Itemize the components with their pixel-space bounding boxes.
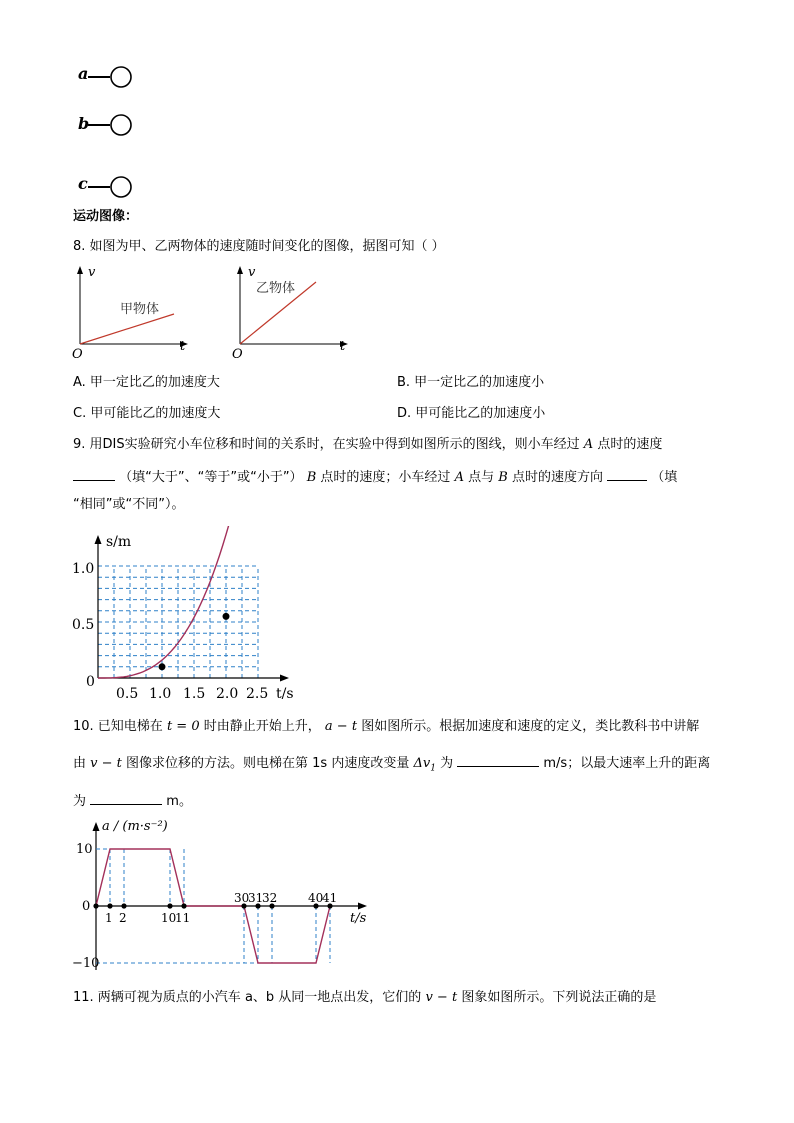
- x-tick-label: 2.0: [216, 686, 239, 702]
- circle-icon: [88, 112, 136, 138]
- point-a-label: A: [583, 437, 594, 452]
- q9-text: 点时的速度；小车经过: [320, 470, 451, 485]
- q9-text: 9. 用DIS实验研究小车位移和时间的关系时，在实验中得到如图所示的图线，则小车经过: [73, 437, 580, 452]
- dv-symbol: Δv: [413, 756, 431, 771]
- grid: [98, 566, 258, 678]
- section-heading: 运动图像：: [73, 209, 139, 224]
- v-axis-label: v: [248, 265, 256, 280]
- x-tick-label: 11: [175, 911, 191, 925]
- q10-text: 由: [73, 756, 87, 771]
- q10-text: m/s；以最大速率上升的距离: [543, 756, 711, 771]
- tick-dot: [167, 903, 172, 908]
- q10-text: m。: [166, 794, 192, 809]
- q8-stem: 8. 如图为甲、乙两物体的速度随时间变化的图像，据图可知（ ）: [73, 239, 445, 254]
- formula-a-t: a − t: [324, 719, 358, 734]
- x-tick-label: 32: [262, 891, 278, 905]
- y-tick-label: 1.0: [72, 561, 95, 577]
- x-tick-label: 2.5: [246, 686, 269, 702]
- y-tick-label: −10: [72, 956, 100, 971]
- circle-icon: [88, 64, 136, 90]
- x-axis-label: t/s: [350, 911, 367, 926]
- q10-answer-blank-2[interactable]: [90, 791, 162, 805]
- x-tick-label: 0.5: [116, 686, 139, 702]
- x-tick-label: 2: [119, 911, 127, 925]
- y-tick-label: 0: [82, 899, 91, 914]
- y-tick-label: 10: [76, 842, 93, 857]
- q9-line1: [73, 436, 662, 454]
- q10-line2: [73, 753, 710, 778]
- q10-text: 为: [440, 756, 454, 771]
- q9-text: （填: [651, 470, 678, 485]
- symbol-label: b: [78, 114, 90, 133]
- q10-text: 为: [73, 794, 87, 809]
- q10-line1: [73, 718, 699, 736]
- y-axis-label: a / (m·s⁻²): [102, 819, 168, 834]
- y-axis-arrow: [95, 535, 102, 544]
- q8-option-a[interactable]: A. 甲一定比乙的加速度大: [73, 375, 220, 390]
- q9-answer-blank-1[interactable]: [73, 467, 115, 481]
- q10-answer-blank-1[interactable]: [457, 753, 539, 767]
- q9-text: （填“大于”、“等于”或“小于”）: [119, 470, 303, 485]
- symbol-label: c: [78, 174, 88, 193]
- q10-text: 图如图所示。根据加速度和速度的定义，类比教科书中讲解: [361, 719, 700, 734]
- x-tick-label: 1: [105, 911, 113, 925]
- x-tick-label: 1.5: [183, 686, 206, 702]
- v-axis-label: v: [88, 265, 96, 280]
- formula-dv: [413, 756, 436, 774]
- q9-text: 点与: [468, 470, 495, 485]
- t-axis-label: t: [180, 339, 186, 354]
- symbol-list: [76, 62, 156, 202]
- q10-text: 10. 已知电梯在: [73, 719, 163, 734]
- y-axis-label: s/m: [106, 534, 132, 550]
- q9-line2: [73, 467, 677, 487]
- q8-option-b[interactable]: B. 甲一定比乙的加速度小: [397, 375, 545, 390]
- q8-option-d[interactable]: D. 甲可能比乙的加速度小: [397, 406, 546, 421]
- symbol-label: a: [78, 64, 89, 83]
- q9-st-chart: [66, 526, 306, 706]
- x-tick-label: 31: [248, 891, 264, 905]
- origin-label: 0: [86, 674, 95, 690]
- x-axis-arrow: [280, 675, 289, 682]
- q10-at-chart: [66, 812, 386, 977]
- point-a-marker: [159, 663, 166, 670]
- q10-text: 图像求位移的方法。则电梯在第 1s 内速度改变量: [126, 756, 410, 771]
- q8-option-c[interactable]: C. 甲可能比乙的加速度大: [73, 406, 221, 421]
- dv-subscript: 1: [430, 763, 436, 774]
- point-b-label: B: [498, 470, 508, 485]
- point-b-marker: [223, 613, 230, 620]
- q11-line1: [73, 989, 656, 1007]
- y-tick-label: 0.5: [72, 617, 95, 633]
- x-tick-label: 40: [308, 891, 324, 905]
- q9-answer-blank-2[interactable]: [607, 467, 647, 481]
- q8-graph-yi: [226, 262, 356, 362]
- point-b-label: B: [306, 470, 317, 485]
- q9-text: 点时的速度: [597, 437, 663, 452]
- tick-dot: [107, 903, 112, 908]
- yi-label: 乙物体: [256, 281, 296, 296]
- q9-text: 点时的速度方向: [511, 470, 603, 485]
- point-a-label: A: [454, 470, 464, 485]
- x-tick-label: 10: [161, 911, 177, 925]
- tick-dot: [181, 903, 186, 908]
- circle-icon: [88, 174, 136, 200]
- q10-line3: [73, 791, 192, 811]
- formula-v-t: v − t: [425, 990, 458, 1005]
- q10-text: 时由静止开始上升，: [203, 719, 321, 734]
- origin-label: O: [232, 347, 243, 362]
- jia-label: 甲物体: [120, 302, 160, 317]
- formula-v-t: v − t: [90, 756, 122, 771]
- x-tick-label: 1.0: [149, 686, 172, 702]
- t-axis-label: t: [340, 339, 346, 354]
- q8-graph-jia: [66, 262, 196, 362]
- x-axis-label: t/s: [276, 686, 294, 702]
- x-tick-label: 30: [234, 891, 250, 905]
- q11-text: 11. 两辆可视为质点的小汽车 a、b 从同一地点出发，它们的: [73, 990, 422, 1005]
- y-axis-arrow: [93, 822, 100, 831]
- x-tick-label: 41: [322, 891, 338, 905]
- tick-dot: [121, 903, 126, 908]
- x-axis-arrow: [358, 903, 367, 910]
- origin-label: O: [72, 347, 83, 362]
- tick-dot: [93, 903, 98, 908]
- q11-text: 图象如图所示。下列说法正确的是: [461, 990, 657, 1005]
- q9-line3: “相同”或“不同”）。: [73, 497, 185, 512]
- formula-t0: t = 0: [166, 719, 200, 734]
